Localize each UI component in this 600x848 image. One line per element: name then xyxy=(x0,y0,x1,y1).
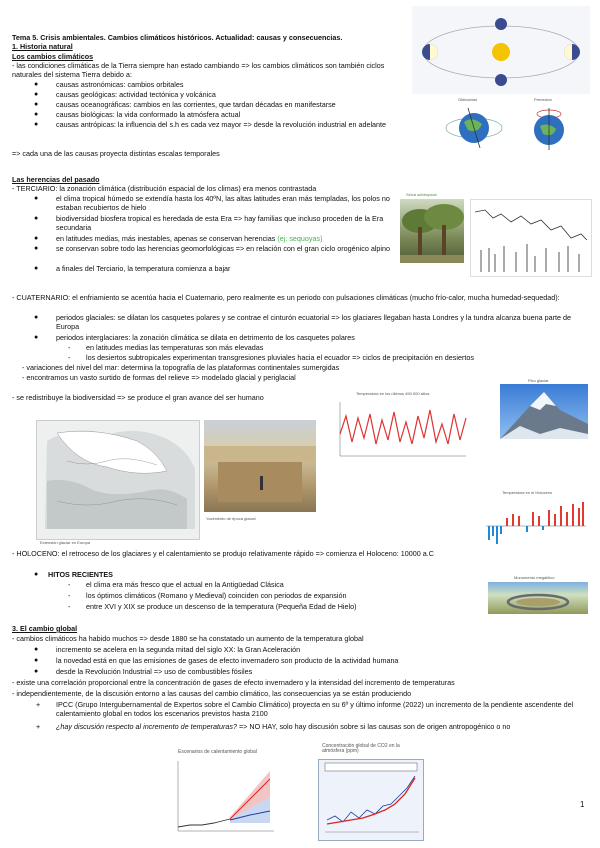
stone-caption: Monumento megalítico xyxy=(514,575,555,580)
question-item xyxy=(56,722,510,731)
dig-site-svg xyxy=(204,420,316,512)
section-3-heading: 3. El cambio global xyxy=(12,624,78,633)
bullet-icon: ● xyxy=(34,265,39,272)
terciario-intro: - TERCIARIO: la zonación climática (distribución espacial de los climas) era menos contrastada xyxy=(12,184,317,193)
bullet-icon: ● xyxy=(34,314,39,321)
terciario-item: se conservan sobre todo las herencias geomorfológicas => en relación con el gran ciclo orogénico alpino xyxy=(56,244,391,253)
bullet-icon: ● xyxy=(34,657,39,664)
orbit-diagram xyxy=(412,6,590,94)
warming-chart-svg xyxy=(170,757,278,839)
europe-map-caption: Extensión glaciar en Europa xyxy=(40,540,91,545)
mountain-caption: Pico glaciar xyxy=(528,378,549,383)
s3-item: desde la Revolución Industrial => uso de combustibles fósiles xyxy=(56,667,253,676)
forest-caption: Selva subtropical xyxy=(406,192,437,197)
question-answer: => NO HAY, solo hay discusión sobre si las causas son de origen antropogénico o no xyxy=(236,722,511,731)
sequoyas-note: (ej: sequoyas) xyxy=(277,234,323,243)
bullet-icon: ● xyxy=(34,111,39,118)
hito-item: el clima era más fresco que el actual en la Antigüedad Clásica xyxy=(86,580,284,589)
temperature-chart xyxy=(330,398,470,464)
globe-diagram-obliquity xyxy=(444,102,504,152)
section-1-heading: 1. Historia natural xyxy=(12,42,73,51)
mountain-svg xyxy=(500,384,588,439)
forest-svg xyxy=(400,199,464,263)
orbit-caption-precesion: Precesión xyxy=(534,97,552,102)
orbit-caption-oblicuidad: Oblicuidad xyxy=(458,97,477,102)
dash-icon: - xyxy=(68,602,71,611)
temp-chart-caption: Temperatura en los últimos 450.000 años xyxy=(356,391,430,396)
forest-photo xyxy=(400,199,464,263)
europe-glacial-map xyxy=(36,420,200,540)
hitos-label: HITOS RECIENTES xyxy=(48,570,113,579)
bullet-icon: ● xyxy=(34,101,39,108)
plus-icon: + xyxy=(36,700,41,709)
sediment-chart-svg xyxy=(471,200,591,276)
temperature-chart-svg xyxy=(330,398,470,464)
cuaternario-item: periodos glaciales: se dilatan los casquetes polares y se contrae el cinturón ecuatorial => los glaciares llegaban hasta Londres y la tundra alcanza buena parte de Europa xyxy=(56,313,572,332)
terciario-item: biodiversidad biosfera tropical es heredada de esta Era => hay familias que incluso proceden de la Era secundaria xyxy=(56,214,384,233)
bullet-icon: ● xyxy=(34,195,39,202)
cuaternario-subitem: en latitudes medias las temperaturas son más elevadas xyxy=(86,343,264,352)
europe-map-svg xyxy=(37,421,199,539)
warming-scenarios-chart xyxy=(170,757,278,839)
cuaternario-intro: - CUATERNARIO: el enfriamiento se acentúa hacia el Cuaternario, pero realmente es un periodo con pulsaciones climáticas (mucho frío-calor, mucha humedad-sequedad): xyxy=(12,293,560,302)
co2-chart-svg xyxy=(319,760,423,840)
mountain-photo xyxy=(500,384,588,439)
bullet-icon: ● xyxy=(34,81,39,88)
s3-item: incremento se acelera en la segunda mitad del siglo XX: la Gran Aceleración xyxy=(56,645,301,654)
cuaternario-item: periodos interglaciares: la zonación climática se dilata en detrimento de los casquetes polares xyxy=(56,333,355,342)
stone-ring-svg xyxy=(488,582,588,614)
bullet-icon: ● xyxy=(34,334,39,341)
s3-p2: - existe una correlación proporcional entre la concentración de gases de efecto invernadero y la intensidad del incremento de temperaturas xyxy=(12,678,455,687)
globe-svg xyxy=(518,102,580,152)
holocene-chart-caption: Temperatura en el Holoceno xyxy=(502,490,553,495)
orbit-diagram-svg xyxy=(412,6,590,94)
chart2-title: Concentración global de CO2 en la atmósfera (ppm) xyxy=(322,743,400,754)
dash-icon: - xyxy=(68,591,71,600)
page-number: 1 xyxy=(580,800,585,809)
document-title: Tema 5. Crisis ambientales. Cambios climáticos históricos. Actualidad: causas y consecuencias. xyxy=(12,33,343,42)
dash-icon: - xyxy=(68,343,71,352)
ipcc-item: IPCC (Grupo Intergubernamental de Expertos sobre el Cambio Climático) proyecta en su 6º y último informe (2022) un incremento de la pendiente ascendente del calentamiento global en todos los escenarios previstos hasta 2100 xyxy=(56,700,574,719)
cause-item: causas antrópicas: la influencia del s.h es cada vez mayor => desde la revolución industrial en adelante xyxy=(56,120,387,129)
cause-item: causas geológicas: actividad tectónica y volcánica xyxy=(56,90,216,99)
globe-diagram-precession xyxy=(518,102,580,152)
globe-svg xyxy=(444,102,504,152)
question-italic: ¿hay discusión respecto al incremento de temperaturas? xyxy=(56,722,237,731)
hito-item: entre XVI y XIX se produce un descenso de la temperatura (Pequeña Edad de Hielo) xyxy=(86,602,357,611)
bullet-icon: ● xyxy=(34,245,39,252)
s3-p3: - independientemente, de la discusión entorno a las causas del cambio climático, las consecuencias ya se están produciendo xyxy=(12,689,412,698)
bullet-icon: ● xyxy=(34,646,39,653)
variaciones-nivel-mar: - variaciones del nivel del mar: determina la topografía de las plataformas continentales sumergidas xyxy=(22,363,340,372)
hito-item: los óptimos climáticos (Romano y Medieval) coinciden con periodos de expansión xyxy=(86,591,347,600)
subsection-herencias: Las herencias del pasado xyxy=(12,175,100,184)
sediment-chart xyxy=(470,199,592,277)
bullet-icon: ● xyxy=(34,235,39,242)
bullet-icon: ● xyxy=(34,215,39,222)
bullet-icon: ● xyxy=(34,121,39,128)
cause-item: causas oceanográficas: cambios en las corrientes, que tardan décadas en manifestarse xyxy=(56,100,336,109)
terciario-item-text: en latitudes medias, más inestables, apenas se conservan herencias xyxy=(56,234,278,243)
s3-p1: - cambios climáticos ha habido muchos => desde 1880 se ha constatado un aumento de la temperatura global xyxy=(12,634,364,643)
s1-conclusion: => cada una de las causas proyecta distintas escalas temporales xyxy=(12,149,220,158)
cuaternario-subitem: los desiertos subtropicales experimentan transgresiones pluviales hacia el ecuador => ciclos de precipitación en desiertos xyxy=(86,353,474,362)
terciario-item: a finales del Terciario, la temperatura comienza a bajar xyxy=(56,264,231,273)
chart1-title: Escenarios de calentamiento global xyxy=(178,749,257,755)
bullet-icon: ● xyxy=(34,571,39,578)
terciario-item: el clima tropical húmedo se extendía hasta los 40ºN, las altas latitudes eran más templadas, los polos no estaban recubiertos de hielo xyxy=(56,194,390,213)
dash-icon: - xyxy=(68,353,71,362)
stone-ring-photo xyxy=(488,582,588,614)
subsection-cambios-climaticos: Los cambios climáticos xyxy=(12,52,94,61)
biodiversidad: - se redistribuye la biodiversidad => se produce el gran avance del ser humano xyxy=(12,393,264,402)
cause-item: causas biológicas: la vida conformado la atmósfera actual xyxy=(56,110,241,119)
bullet-icon: ● xyxy=(34,668,39,675)
cause-item: causas astronómicas: cambios orbitales xyxy=(56,80,184,89)
s1-intro: - las condiciones climáticas de la Tierra siempre han estado cambiando => los cambios climáticos son también ciclos naturales del sistema Tierra debido a: xyxy=(12,61,385,80)
co2-chart xyxy=(318,759,424,841)
holoceno: - HOLOCENO: el retroceso de los glaciares y el calentamiento se produjo relativamente rápido => comienza el Holoceno: 10000 a.C xyxy=(12,549,434,558)
dig-site-caption: Yacimiento de época glacial xyxy=(206,516,256,521)
dash-icon: - xyxy=(68,580,71,589)
dig-site-photo xyxy=(204,420,316,512)
terciario-item xyxy=(56,234,323,243)
formas-relieve: - encontramos un vasto surtido de formas del relieve => modelado glacial y periglacial xyxy=(22,373,296,382)
plus-icon: + xyxy=(36,722,41,731)
holocene-chart xyxy=(482,496,590,554)
s3-item: la novedad está en que las emisiones de gases de efecto invernadero son producto de la actividad humana xyxy=(56,656,399,665)
holocene-chart-svg xyxy=(482,496,590,554)
bullet-icon: ● xyxy=(34,91,39,98)
